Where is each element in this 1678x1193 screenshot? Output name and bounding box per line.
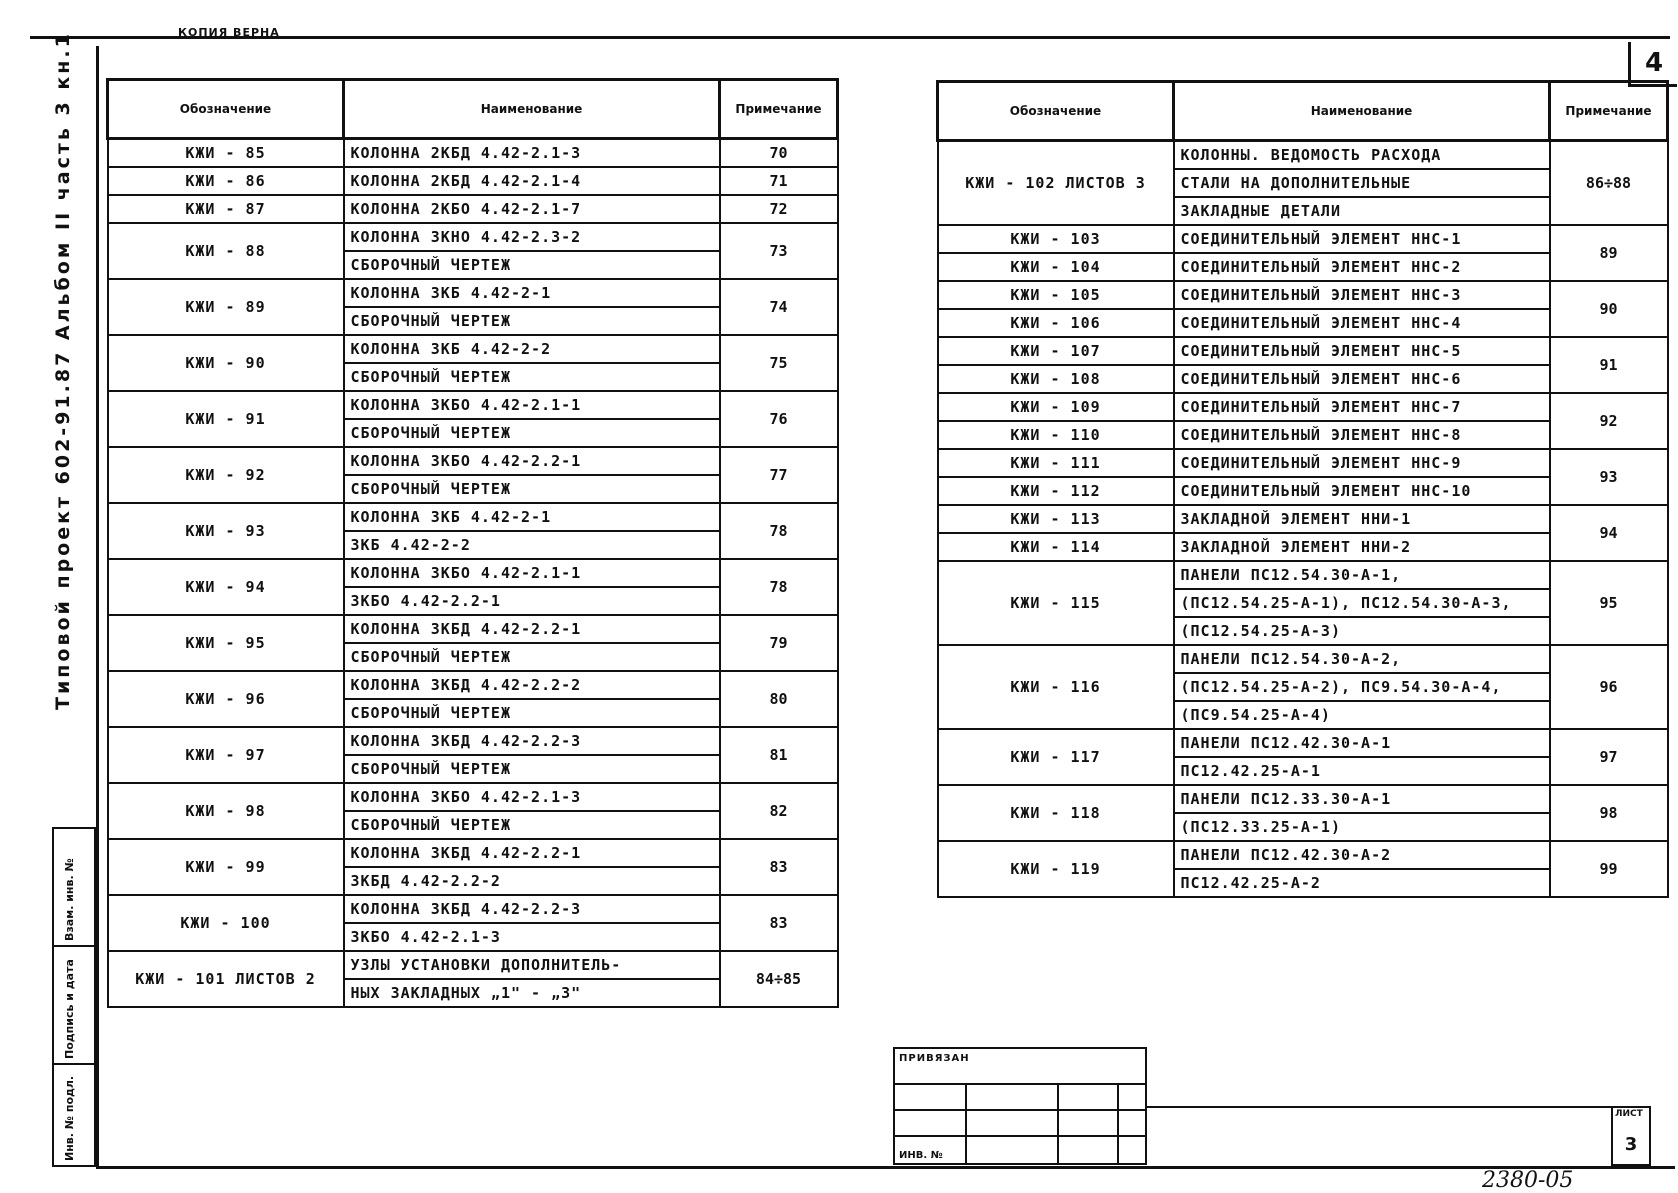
inventory-label: ИНВ. № <box>899 1150 943 1161</box>
note-cell: 71 <box>720 167 838 195</box>
name-cell: СОЕДИНИТЕЛЬНЫЙ ЭЛЕМЕНТ ННС-5 <box>1174 337 1550 365</box>
header-note: Примечание <box>1550 82 1668 141</box>
designation-cell: КЖИ - 108 <box>938 365 1174 393</box>
designation-cell: КЖИ - 93 <box>108 503 344 559</box>
sheet-value: 3 <box>1624 1134 1638 1155</box>
designation-cell: КЖИ - 88 <box>108 223 344 279</box>
name-cell: ПС12.42.25-А-1 <box>1174 757 1550 785</box>
table-row <box>938 841 1668 869</box>
designation-cell: КЖИ - 85 <box>108 139 344 168</box>
table-header-row <box>938 82 1668 141</box>
table-row <box>108 559 838 587</box>
header-name: Наименование <box>1174 82 1550 141</box>
name-cell: СБОРОЧНЫЙ ЧЕРТЕЖ <box>344 811 720 839</box>
name-cell: КОЛОННА 3КБД 4.42-2.2-2 <box>344 671 720 699</box>
table-row <box>108 503 838 531</box>
designation-cell: КЖИ - 89 <box>108 279 344 335</box>
table-row <box>938 645 1668 673</box>
note-cell: 77 <box>720 447 838 503</box>
grid-line <box>1057 1083 1059 1163</box>
name-cell: 3КБО 4.42-2.2-1 <box>344 587 720 615</box>
grid-line <box>895 1135 1145 1137</box>
designation-cell: КЖИ - 104 <box>938 253 1174 281</box>
note-cell: 74 <box>720 279 838 335</box>
sheet-label: ЛИСТ <box>1615 1109 1643 1119</box>
table-row <box>938 729 1668 757</box>
designation-cell: КЖИ - 119 <box>938 841 1174 897</box>
stamp-cell-signature <box>54 947 94 1065</box>
note-cell: 92 <box>1550 393 1668 449</box>
name-cell: ПАНЕЛИ ПС12.33.30-А-1 <box>1174 785 1550 813</box>
table-row <box>108 895 838 923</box>
designation-cell: КЖИ - 115 <box>938 561 1174 645</box>
name-cell: КОЛОННА 2КБД 4.42-2.1-3 <box>344 139 720 168</box>
table-row <box>108 391 838 419</box>
name-cell: (ПС12.33.25-А-1) <box>1174 813 1550 841</box>
name-cell: СОЕДИНИТЕЛЬНЫЙ ЭЛЕМЕНТ ННС-10 <box>1174 477 1550 505</box>
table-row <box>938 337 1668 365</box>
name-cell: СТАЛИ НА ДОПОЛНИТЕЛЬНЫЕ <box>1174 169 1550 197</box>
name-cell: КОЛОННА 3КБО 4.42-2.1-1 <box>344 559 720 587</box>
name-cell: ПАНЕЛИ ПС12.54.30-А-1, <box>1174 561 1550 589</box>
designation-cell: КЖИ - 111 <box>938 449 1174 477</box>
designation-cell: КЖИ - 105 <box>938 281 1174 309</box>
name-cell: 3КБО 4.42-2.1-3 <box>344 923 720 951</box>
designation-cell: КЖИ - 102 ЛИСТОВ 3 <box>938 141 1174 226</box>
table-row <box>108 223 838 251</box>
note-cell: 82 <box>720 783 838 839</box>
vertical-project-title: Типовой проект 602-91.87 Альбом II часть 3 кн.1 <box>52 31 74 710</box>
note-cell: 83 <box>720 895 838 951</box>
name-cell: СОЕДИНИТЕЛЬНЫЙ ЭЛЕМЕНТ ННС-9 <box>1174 449 1550 477</box>
name-cell: СОЕДИНИТЕЛЬНЫЙ ЭЛЕМЕНТ ННС-1 <box>1174 225 1550 253</box>
name-cell: СБОРОЧНЫЙ ЧЕРТЕЖ <box>344 363 720 391</box>
name-cell: (ПС12.54.25-А-3) <box>1174 617 1550 645</box>
designation-cell: КЖИ - 99 <box>108 839 344 895</box>
table-row <box>108 195 838 223</box>
note-cell: 99 <box>1550 841 1668 897</box>
note-cell: 73 <box>720 223 838 279</box>
name-cell: (ПС12.54.25-А-1), ПС12.54.30-А-3, <box>1174 589 1550 617</box>
name-cell: КОЛОННА 3КНО 4.42-2.3-2 <box>344 223 720 251</box>
name-cell: КОЛОННА 3КБД 4.42-2.2-1 <box>344 615 720 643</box>
note-cell: 91 <box>1550 337 1668 393</box>
name-cell: СОЕДИНИТЕЛЬНЫЙ ЭЛЕМЕНТ ННС-6 <box>1174 365 1550 393</box>
table-row <box>108 139 838 168</box>
table-row <box>108 615 838 643</box>
name-cell: КОЛОННА 3КБ 4.42-2-2 <box>344 335 720 363</box>
name-cell: СБОРОЧНЫЙ ЧЕРТЕЖ <box>344 251 720 279</box>
note-cell: 95 <box>1550 561 1668 645</box>
designation-cell: КЖИ - 96 <box>108 671 344 727</box>
header-designation: Обозначение <box>938 82 1174 141</box>
name-cell: КОЛОННА 3КБО 4.42-2.1-3 <box>344 783 720 811</box>
name-cell: 3КБД 4.42-2.2-2 <box>344 867 720 895</box>
name-cell: 3КБ 4.42-2-2 <box>344 531 720 559</box>
note-cell: 78 <box>720 503 838 559</box>
designation-cell: КЖИ - 117 <box>938 729 1174 785</box>
designation-cell: КЖИ - 107 <box>938 337 1174 365</box>
table-row <box>938 785 1668 813</box>
note-cell: 72 <box>720 195 838 223</box>
stamp-label: Подпись и дата <box>63 959 76 1059</box>
name-cell: КОЛОННА 3КБО 4.42-2.2-1 <box>344 447 720 475</box>
name-cell: СБОРОЧНЫЙ ЧЕРТЕЖ <box>344 475 720 503</box>
stamp-label: Инв. № подл. <box>63 1075 76 1161</box>
name-cell: ПС12.42.25-А-2 <box>1174 869 1550 897</box>
designation-cell: КЖИ - 92 <box>108 447 344 503</box>
stamp-label: Взам. инв. № <box>63 858 76 941</box>
name-cell: СБОРОЧНЫЙ ЧЕРТЕЖ <box>344 307 720 335</box>
name-cell: КОЛОННА 3КБД 4.42-2.2-1 <box>344 839 720 867</box>
designation-cell: КЖИ - 110 <box>938 421 1174 449</box>
note-cell: 96 <box>1550 645 1668 729</box>
name-cell: КОЛОННА 3КБ 4.42-2-1 <box>344 503 720 531</box>
designation-cell: КЖИ - 101 ЛИСТОВ 2 <box>108 951 344 1007</box>
designation-cell: КЖИ - 106 <box>938 309 1174 337</box>
note-cell: 81 <box>720 727 838 783</box>
note-cell: 78 <box>720 559 838 615</box>
designation-cell: КЖИ - 103 <box>938 225 1174 253</box>
right-document-table <box>936 80 1669 898</box>
table-row <box>108 951 838 979</box>
table-row <box>938 449 1668 477</box>
stamp-cell-original <box>54 1065 94 1165</box>
note-cell: 76 <box>720 391 838 447</box>
table-row <box>938 505 1668 533</box>
name-cell: СБОРОЧНЫЙ ЧЕРТЕЖ <box>344 755 720 783</box>
name-cell: СБОРОЧНЫЙ ЧЕРТЕЖ <box>344 699 720 727</box>
name-cell: КОЛОННА 2КБО 4.42-2.1-7 <box>344 195 720 223</box>
title-block-line <box>1147 1106 1611 1108</box>
designation-cell: КЖИ - 98 <box>108 783 344 839</box>
designation-cell: КЖИ - 116 <box>938 645 1174 729</box>
stamp-cell-replacement <box>54 829 94 947</box>
table-row <box>938 225 1668 253</box>
table-row <box>938 561 1668 589</box>
name-cell: (ПС12.54.25-А-2), ПС9.54.30-А-4, <box>1174 673 1550 701</box>
table-header-row <box>108 80 838 139</box>
note-cell: 97 <box>1550 729 1668 785</box>
attachment-block <box>893 1047 1147 1165</box>
table-row <box>108 167 838 195</box>
table-row <box>938 281 1668 309</box>
note-cell: 70 <box>720 139 838 168</box>
note-cell: 90 <box>1550 281 1668 337</box>
designation-cell: КЖИ - 94 <box>108 559 344 615</box>
note-cell: 94 <box>1550 505 1668 561</box>
name-cell: СОЕДИНИТЕЛЬНЫЙ ЭЛЕМЕНТ ННС-2 <box>1174 253 1550 281</box>
name-cell: СОЕДИНИТЕЛЬНЫЙ ЭЛЕМЕНТ ННС-4 <box>1174 309 1550 337</box>
table-row <box>108 727 838 755</box>
name-cell: ПАНЕЛИ ПС12.54.30-А-2, <box>1174 645 1550 673</box>
table-row <box>108 671 838 699</box>
table-row <box>108 447 838 475</box>
name-cell: КОЛОННА 2КБД 4.42-2.1-4 <box>344 167 720 195</box>
name-cell: ЗАКЛАДНОЙ ЭЛЕМЕНТ ННИ-2 <box>1174 533 1550 561</box>
table-row <box>108 783 838 811</box>
note-cell: 83 <box>720 839 838 895</box>
name-cell: СОЕДИНИТЕЛЬНЫЙ ЭЛЕМЕНТ ННС-3 <box>1174 281 1550 309</box>
designation-cell: КЖИ - 95 <box>108 615 344 671</box>
side-stamp-column <box>52 827 96 1167</box>
name-cell: НЫХ ЗАКЛАДНЫХ „1" - „3" <box>344 979 720 1007</box>
note-cell: 93 <box>1550 449 1668 505</box>
attached-label: ПРИВЯЗАН <box>899 1053 970 1064</box>
name-cell: ЗАКЛАДНЫЕ ДЕТАЛИ <box>1174 197 1550 225</box>
designation-cell: КЖИ - 118 <box>938 785 1174 841</box>
designation-cell: КЖИ - 113 <box>938 505 1174 533</box>
designation-cell: КЖИ - 97 <box>108 727 344 783</box>
note-cell: 86÷88 <box>1550 141 1668 226</box>
header-designation: Обозначение <box>108 80 344 139</box>
name-cell: ПАНЕЛИ ПС12.42.30-А-2 <box>1174 841 1550 869</box>
table-row <box>938 141 1668 170</box>
name-cell: (ПС9.54.25-А-4) <box>1174 701 1550 729</box>
inventory-number: 2380-05 <box>1482 1168 1574 1193</box>
name-cell: ПАНЕЛИ ПС12.42.30-А-1 <box>1174 729 1550 757</box>
designation-cell: КЖИ - 109 <box>938 393 1174 421</box>
table-row <box>938 393 1668 421</box>
table-row <box>108 335 838 363</box>
name-cell: КОЛОННА 3КБД 4.42-2.2-3 <box>344 727 720 755</box>
table-row <box>108 839 838 867</box>
designation-cell: КЖИ - 90 <box>108 335 344 391</box>
sheet-number: 4 <box>1628 42 1677 87</box>
designation-cell: КЖИ - 100 <box>108 895 344 951</box>
left-document-table <box>106 78 839 1008</box>
table-row <box>108 279 838 307</box>
designation-cell: КЖИ - 87 <box>108 195 344 223</box>
designation-cell: КЖИ - 114 <box>938 533 1174 561</box>
header-name: Наименование <box>344 80 720 139</box>
note-cell: 75 <box>720 335 838 391</box>
grid-line <box>1117 1083 1119 1163</box>
designation-cell: КЖИ - 86 <box>108 167 344 195</box>
name-cell: ЗАКЛАДНОЙ ЭЛЕМЕНТ ННИ-1 <box>1174 505 1550 533</box>
name-cell: КОЛОННА 3КБД 4.42-2.2-3 <box>344 895 720 923</box>
note-cell: 80 <box>720 671 838 727</box>
note-cell: 98 <box>1550 785 1668 841</box>
sheet-box <box>1611 1106 1651 1166</box>
name-cell: СБОРОЧНЫЙ ЧЕРТЕЖ <box>344 643 720 671</box>
note-cell: 89 <box>1550 225 1668 281</box>
note-cell: 79 <box>720 615 838 671</box>
name-cell: СБОРОЧНЫЙ ЧЕРТЕЖ <box>344 419 720 447</box>
name-cell: КОЛОННЫ. ВЕДОМОСТЬ РАСХОДА <box>1174 141 1550 170</box>
grid-line <box>895 1109 1145 1111</box>
header-note: Примечание <box>720 80 838 139</box>
note-cell: 84÷85 <box>720 951 838 1007</box>
name-cell: УЗЛЫ УСТАНОВКИ ДОПОЛНИТЕЛЬ- <box>344 951 720 979</box>
name-cell: СОЕДИНИТЕЛЬНЫЙ ЭЛЕМЕНТ ННС-8 <box>1174 421 1550 449</box>
name-cell: СОЕДИНИТЕЛЬНЫЙ ЭЛЕМЕНТ ННС-7 <box>1174 393 1550 421</box>
name-cell: КОЛОННА 3КБ 4.42-2-1 <box>344 279 720 307</box>
grid-line <box>965 1083 967 1163</box>
designation-cell: КЖИ - 91 <box>108 391 344 447</box>
copy-stamp: КОПИЯ ВЕРНА <box>178 26 280 39</box>
grid-line <box>895 1083 1145 1085</box>
name-cell: КОЛОННА 3КБО 4.42-2.1-1 <box>344 391 720 419</box>
designation-cell: КЖИ - 112 <box>938 477 1174 505</box>
